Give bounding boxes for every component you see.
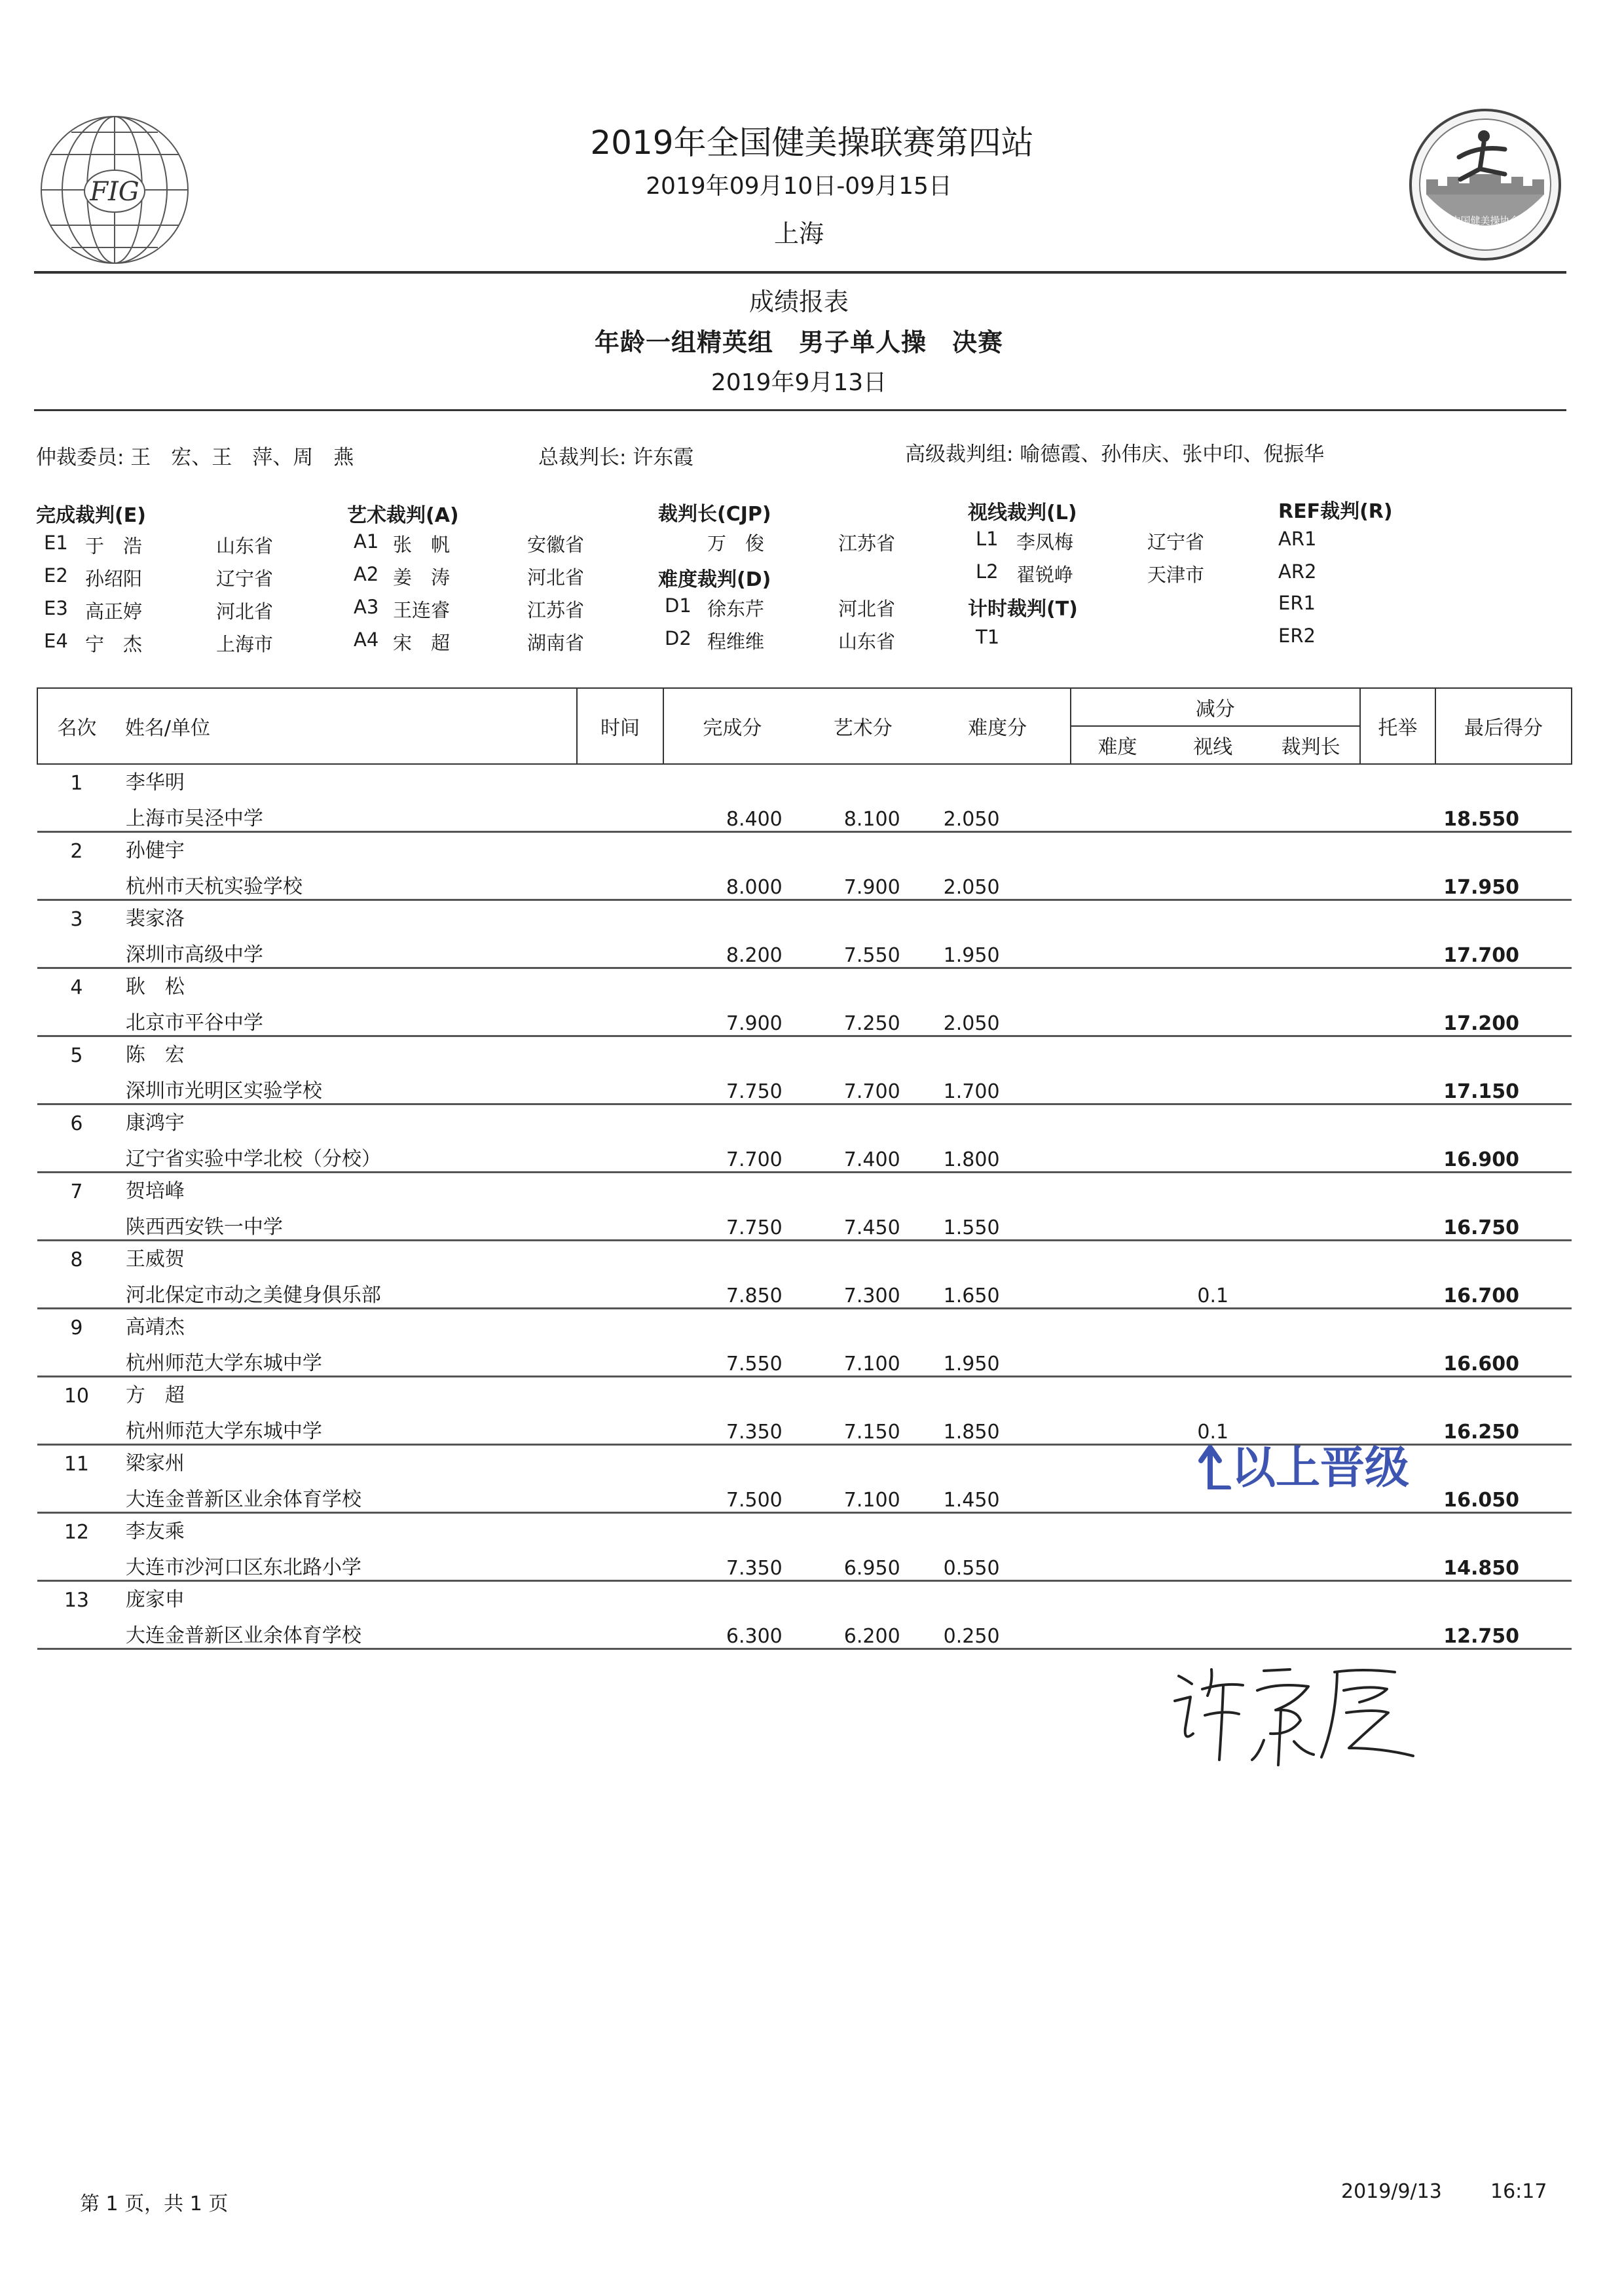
jury-members: 仲裁委员: 王 宏、王 萍、周 燕 [36, 446, 354, 469]
ref-code: AR1 [1278, 528, 1317, 550]
artistic-score: 7.550 [801, 931, 925, 968]
col-ded-chair: 裁判长 [1262, 726, 1360, 764]
athlete-unit: 深圳市高级中学 [116, 931, 577, 968]
athlete-unit: 深圳市光明区实验学校 [116, 1067, 577, 1104]
artistic-score: 7.400 [801, 1135, 925, 1173]
athlete-unit: 辽宁省实验中学北校（分校） [116, 1135, 577, 1173]
athlete-name: 陈 宏 [125, 1044, 185, 1066]
judge-name: 高正婷 [85, 600, 143, 623]
judge-code: L1 [976, 528, 999, 550]
difficulty-score: 1.950 [925, 1339, 1071, 1377]
athlete-name: 康鸿宇 [125, 1112, 185, 1135]
execution-score: 8.400 [663, 795, 801, 832]
line-deduction [1164, 1339, 1262, 1377]
col-difficulty: 难度分 [925, 688, 1071, 764]
rank-cell: 10 [64, 1385, 90, 1408]
line-deduction: 0.1 [1164, 1271, 1262, 1309]
table-row-name [37, 1513, 1572, 1544]
svg-text:中国健美操协会: 中国健美操协会 [1450, 215, 1520, 227]
ref-judges-header: REF裁判(R) [1278, 500, 1393, 523]
table-row-name [37, 1377, 1572, 1408]
line-deduction [1164, 795, 1262, 832]
table-row-name [37, 1581, 1572, 1613]
rank-cell: 9 [70, 1317, 83, 1339]
line-deduction [1164, 1203, 1262, 1241]
table-row-scores [37, 1612, 1572, 1649]
athlete-unit: 河北保定市动之美健身俱乐部 [116, 1271, 577, 1309]
line-deduction [1164, 1135, 1262, 1173]
print-time: 16:17 [1490, 2180, 1547, 2203]
table-row-name [37, 1104, 1572, 1136]
difficulty-score: 1.950 [925, 931, 1071, 968]
table-row-scores [37, 1067, 1572, 1104]
table-row-name [37, 900, 1572, 932]
final-score: 16.900 [1435, 1135, 1572, 1173]
print-date: 2019/9/13 [1341, 2180, 1442, 2203]
judge-name: 于 浩 [85, 535, 143, 557]
execution-score: 7.500 [663, 1476, 801, 1513]
line-deduction: 0.1 [1164, 1408, 1262, 1445]
athlete-unit: 大连金普新区业余体育学校 [116, 1612, 577, 1649]
artistic-score: 7.900 [801, 863, 925, 900]
execution-score: 7.850 [663, 1271, 801, 1309]
artistic-score: 7.450 [801, 1203, 925, 1241]
rank-cell: 2 [70, 840, 83, 863]
artistic-score: 7.100 [801, 1339, 925, 1377]
athlete-unit: 大连金普新区业余体育学校 [116, 1476, 577, 1513]
difficulty-score: 1.700 [925, 1067, 1071, 1104]
table-row-name [37, 764, 1572, 795]
col-rank: 名次 [37, 688, 116, 764]
rank-cell: 12 [64, 1521, 90, 1544]
execution-score: 7.900 [663, 999, 801, 1036]
final-score: 16.700 [1435, 1271, 1572, 1309]
athlete-name: 李华明 [125, 771, 185, 794]
execution-score: 7.750 [663, 1203, 801, 1241]
judge-code: D2 [665, 627, 692, 649]
report-date: 2019年9月13日 [710, 369, 887, 396]
table-row-name [37, 832, 1572, 864]
judge-name: 宋 超 [393, 632, 451, 654]
time-judges-header: 计时裁判(T) [968, 598, 1078, 621]
cjp-name: 万 俊 [707, 532, 765, 555]
table-row-scores [37, 1271, 1572, 1309]
judge-name: 宁 杰 [85, 633, 143, 655]
artistic-score: 7.300 [801, 1271, 925, 1309]
advance-annotation [1198, 1432, 1409, 1496]
line-deduction [1164, 931, 1262, 968]
rank-cell: 11 [64, 1453, 90, 1476]
difficulty-score: 2.050 [925, 795, 1071, 832]
athlete-name: 高靖杰 [125, 1316, 185, 1339]
chief-judge: 总裁判长: 许东霞 [538, 446, 694, 469]
page-number: 第 1 页，共 1 页 [80, 2193, 229, 2215]
artistic-score: 7.700 [801, 1067, 925, 1104]
rank-cell: 5 [70, 1044, 83, 1067]
athlete-name: 孙健宇 [125, 839, 185, 862]
ref-code: ER1 [1278, 592, 1316, 614]
athlete-name: 王威贺 [125, 1248, 185, 1271]
execution-score: 6.300 [663, 1612, 801, 1649]
judge-province: 上海市 [216, 633, 274, 655]
report-subtitle: 年龄一组精英组 男子单人操 决赛 [594, 328, 1003, 357]
table-row-name [37, 1241, 1572, 1272]
judge-province: 辽宁省 [216, 568, 274, 590]
artistic-judges-header: 艺术裁判(A) [347, 504, 459, 527]
rank-cell: 3 [70, 908, 83, 931]
col-final: 最后得分 [1435, 688, 1572, 764]
execution-judges-header: 完成裁判(E) [36, 504, 146, 527]
judge-code: T1 [976, 626, 1000, 648]
execution-score: 8.000 [663, 863, 801, 900]
judge-code: E3 [44, 597, 68, 619]
athlete-name: 裴家洛 [125, 907, 185, 930]
rank-cell: 13 [64, 1589, 90, 1612]
svg-text:FIG: FIG [90, 177, 139, 207]
final-score: 16.050 [1435, 1476, 1572, 1513]
artistic-score: 6.200 [801, 1612, 925, 1649]
final-score: 16.250 [1435, 1408, 1572, 1445]
arrow-up-icon [1198, 1442, 1231, 1489]
judge-province: 江苏省 [527, 599, 585, 621]
execution-score: 7.750 [663, 1067, 801, 1104]
final-score: 17.200 [1435, 999, 1572, 1036]
judge-name: 孙绍阳 [85, 568, 143, 590]
execution-score: 7.550 [663, 1339, 801, 1377]
judge-code: L2 [976, 560, 999, 583]
judge-name: 徐东芹 [707, 598, 765, 620]
judge-code: A2 [354, 563, 379, 585]
athlete-unit: 陕西西安铁一中学 [116, 1203, 577, 1241]
difficulty-judges-header: 难度裁判(D) [658, 568, 771, 591]
judge-name: 王连睿 [393, 599, 451, 621]
difficulty-score: 0.550 [925, 1544, 1071, 1581]
judge-province: 河北省 [838, 598, 896, 620]
col-artistic: 艺术分 [801, 688, 925, 764]
judge-province: 山东省 [216, 535, 274, 557]
execution-score: 7.700 [663, 1135, 801, 1173]
judge-name: 姜 涛 [393, 566, 451, 589]
rank-cell: 6 [70, 1112, 83, 1135]
col-ded-line: 视线 [1164, 726, 1262, 764]
table-row-scores [37, 1339, 1572, 1377]
judge-name: 程维维 [707, 630, 765, 653]
difficulty-score: 1.850 [925, 1408, 1071, 1445]
table-row-scores [37, 931, 1572, 968]
judge-province: 辽宁省 [1147, 531, 1205, 553]
final-score: 18.550 [1435, 795, 1572, 832]
athlete-unit: 上海市吴泾中学 [116, 795, 577, 832]
artistic-score: 8.100 [801, 795, 925, 832]
ref-code: ER2 [1278, 625, 1316, 647]
judge-province: 河北省 [527, 566, 585, 589]
judge-province: 湖南省 [527, 632, 585, 654]
col-time: 时间 [577, 688, 663, 764]
results-table [37, 687, 1572, 1650]
difficulty-score: 0.250 [925, 1612, 1071, 1649]
ref-code: AR2 [1278, 560, 1317, 583]
judge-province: 天津市 [1147, 564, 1205, 586]
artistic-score: 7.250 [801, 999, 925, 1036]
line-deduction [1164, 999, 1262, 1036]
cjp-header: 裁判长(CJP) [658, 503, 771, 526]
judge-code: A3 [354, 596, 379, 618]
judge-name: 张 帆 [393, 534, 451, 556]
judge-province: 河北省 [216, 600, 274, 623]
judge-code: D1 [665, 594, 692, 617]
rank-cell: 4 [70, 976, 83, 999]
judge-code: A1 [354, 530, 379, 553]
judge-code: A4 [354, 629, 379, 651]
athlete-name: 方 超 [125, 1384, 185, 1407]
table-row-scores [37, 1203, 1572, 1241]
athlete-name: 庞家申 [125, 1588, 185, 1611]
table-row-name [37, 968, 1572, 1000]
athlete-unit: 杭州市天杭实验学校 [116, 863, 577, 900]
final-score: 16.750 [1435, 1203, 1572, 1241]
senior-panel: 高级裁判组: 喻德霞、孙伟庆、张中印、倪振华 [905, 443, 1325, 466]
athlete-unit: 北京市平谷中学 [116, 999, 577, 1036]
svg-text:CAA: CAA [1474, 228, 1496, 241]
col-ded-difficulty: 难度 [1071, 726, 1164, 764]
line-judges-header: 视线裁判(L) [968, 501, 1077, 524]
final-score: 14.850 [1435, 1544, 1572, 1581]
final-score: 17.950 [1435, 863, 1572, 900]
execution-score: 7.350 [663, 1408, 801, 1445]
col-deduction: 减分 [1071, 688, 1361, 726]
table-row-name [37, 1036, 1572, 1068]
table-row-name [37, 1173, 1572, 1204]
athlete-unit: 杭州师范大学东城中学 [116, 1339, 577, 1377]
col-execution: 完成分 [663, 688, 801, 764]
header-divider [34, 271, 1566, 274]
athlete-name: 梁家州 [125, 1452, 185, 1475]
difficulty-score: 2.050 [925, 999, 1071, 1036]
difficulty-score: 1.550 [925, 1203, 1071, 1241]
line-deduction [1164, 1544, 1262, 1581]
difficulty-score: 1.800 [925, 1135, 1071, 1173]
difficulty-score: 1.450 [925, 1476, 1071, 1513]
artistic-score: 6.950 [801, 1544, 925, 1581]
artistic-score: 7.100 [801, 1476, 925, 1513]
table-row-scores [37, 795, 1572, 832]
judge-code: E2 [44, 564, 68, 587]
judge-code: E1 [44, 532, 68, 554]
table-row-scores [37, 999, 1572, 1036]
rank-cell: 8 [70, 1248, 83, 1271]
results-table-body [37, 764, 1572, 1649]
event-title: 2019年全国健美操联赛第四站 [590, 124, 1034, 162]
judge-code: E4 [44, 630, 68, 652]
final-score: 17.150 [1435, 1067, 1572, 1104]
table-row-scores [37, 1544, 1572, 1581]
judge-province: 安徽省 [527, 534, 585, 556]
report-divider [34, 409, 1566, 411]
judge-province: 山东省 [838, 630, 896, 653]
rank-cell: 1 [70, 772, 83, 795]
event-city: 上海 [773, 219, 824, 248]
advance-annotation-text: 以上晋级 [1231, 1442, 1410, 1494]
athlete-name: 李友乘 [125, 1520, 185, 1543]
table-row-scores [37, 863, 1572, 900]
execution-score: 8.200 [663, 931, 801, 968]
artistic-score: 7.150 [801, 1408, 925, 1445]
handwritten-signature [1166, 1650, 1428, 1768]
col-name-unit: 姓名/单位 [116, 688, 577, 764]
judge-name: 翟锐峥 [1016, 564, 1074, 586]
judge-name: 李凤梅 [1016, 531, 1074, 553]
line-deduction [1164, 1067, 1262, 1104]
athlete-name: 耿 松 [125, 975, 185, 998]
athlete-unit: 大连市沙河口区东北路小学 [116, 1544, 577, 1581]
difficulty-score: 2.050 [925, 863, 1071, 900]
col-lift: 托举 [1360, 688, 1435, 764]
execution-score: 7.350 [663, 1544, 801, 1581]
event-dates: 2019年09月10日-09月15日 [646, 173, 952, 200]
difficulty-score: 1.650 [925, 1271, 1071, 1309]
line-deduction [1164, 1612, 1262, 1649]
final-score: 16.600 [1435, 1339, 1572, 1377]
athlete-unit: 杭州师范大学东城中学 [116, 1408, 577, 1445]
final-score: 12.750 [1435, 1612, 1572, 1649]
table-row-name [37, 1309, 1572, 1340]
final-score: 17.700 [1435, 931, 1572, 968]
line-deduction [1164, 863, 1262, 900]
rank-cell: 7 [70, 1180, 83, 1203]
table-row-scores [37, 1135, 1572, 1173]
results-table-header [37, 688, 1572, 764]
report-title: 成绩报表 [748, 287, 849, 316]
cjp-province: 江苏省 [838, 532, 896, 555]
athlete-name: 贺培峰 [125, 1180, 185, 1203]
